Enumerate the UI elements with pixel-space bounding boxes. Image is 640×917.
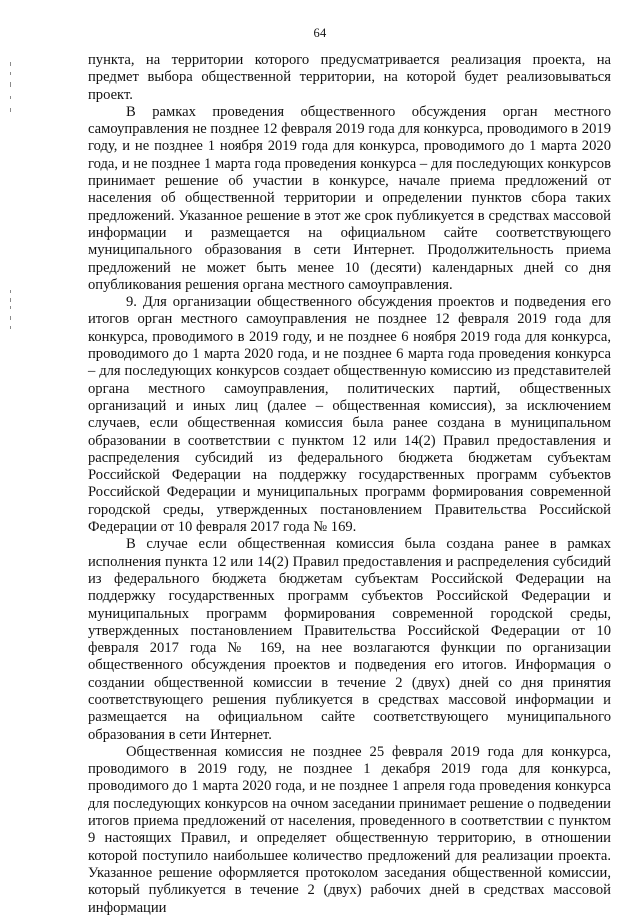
paragraph-item-9: 9. Для организации общественного обсуждения проектов и подведения его итогов орган местного самоуправления не позднее 12 февраля 2019 года для конкурса, проводимого в 2019 году, и не позднее 6 ноября 2019 года для конкурса, проводимого до 1 марта 2020 года, и не позднее 6 марта года проведения конкурса – для последующих конкурсов создает общественную комиссию из представителей органа местного самоуправления, политических партий, общественных организаций и иных лиц (далее – общественная комиссия), за исключением случаев, если общественная комиссия была ранее создана в муниципальном образовании в соответствии с пунктом 12 или 14(2) Правил предоставления и распределения субсидий из федерального бюджета бюджетам субъектам Российской Федерации на поддержку государственных программ субъектов Российской Федерации и муниципальных программ формирования современной городской среды, утвержденных постановлением Правительства Российской Федерации от 10 февраля 2017 года № 169. bbox=[88, 294, 611, 536]
document-body bbox=[88, 52, 611, 917]
paragraph-existing-commission: В случае если общественная комиссия была создана ранее в рамках исполнения пункта 12 или 14(2) Правил предоставления и распределения субсидий из федерального бюджета бюджетам субъектам Российской Федерации на поддержку государственных программ субъектов Российской Федерации и муниципальных программ формирования современной городской среды, утвержденных постановлением Правительства Российской Федерации от 10 февраля 2017 года № 169, на нее возлагаются функции по организации общественного обсуждения проектов и подведения его итогов. Информация о создании общественной комиссии в течение 2 (двух) дней со дня принятия соответствующего решения публикуется в средствах массовой информации и размещается на официальном сайте соответствующего муниципального образования в сети Интернет. bbox=[88, 536, 611, 743]
paragraph-commission-decision: Общественная комиссия не позднее 25 февраля 2019 года для конкурса, проводимого в 2019 году, не позднее 1 декабря 2019 года для конкурса, проводимого до 1 марта 2020 года, и не позднее 1 апреля года проведения конкурса для последующих конкурсов на очном заседании принимает решение о подведении итогов приема предложений от населения, проведенного в соответствии с пунктом 9 настоящих Правил, и определяет общественную территорию, в отношении которой поступило наибольшее количество предложений для реализации проекта. Указанное решение оформляется протоколом заседания общественной комиссии, который публикуется в течение 2 (двух) рабочих дней в средствах массовой информации bbox=[88, 743, 611, 916]
page-number: 64 bbox=[313, 26, 327, 40]
paragraph-continuation: пункта, на территории которого предусматривается реализация проекта, на предмет выбора общественной территории, на которой будет реализовываться проект. bbox=[88, 52, 611, 103]
binding-edge-marks bbox=[6, 0, 26, 905]
paragraph-public-discussion: В рамках проведения общественного обсуждения орган местного самоуправления не позднее 12 февраля 2019 года для конкурса, проводимого в 2019 году, и не позднее 1 ноября 2019 года для конкурса, проводимого до 1 марта 2020 года, и не позднее 1 марта года проведения конкурса – для последующих конкурсов принимает решение об участии в конкурсе, начале приема предложений от населения об общественной территории и определении пунктов сбора таких предложений. Указанное решение в этот же срок публикуется в средствах массовой информации и размещается на официальном сайте соответствующего муниципального образования в сети Интернет. Продолжительность приема предложений не может быть менее 10 (десяти) календарных дней со дня опубликования решения органа местного самоуправления. bbox=[88, 103, 611, 293]
